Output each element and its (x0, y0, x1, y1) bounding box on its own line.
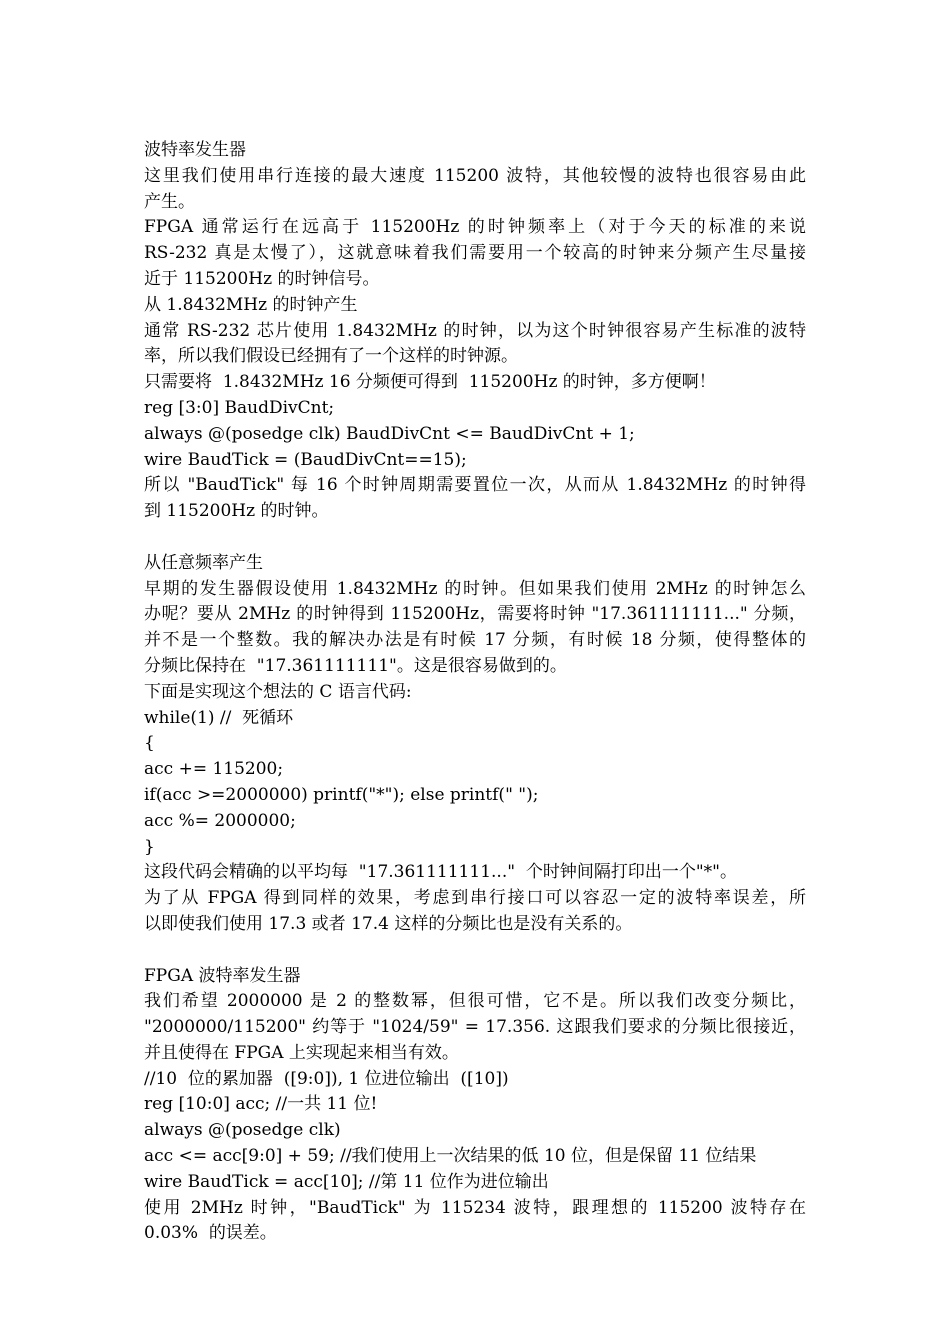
text-line: while(1) // 死循环 (144, 707, 294, 728)
text-line: 从 1.8432MHz 的时钟产生 (144, 294, 358, 315)
text-line: acc %= 2000000; (144, 810, 296, 831)
text-line: 近于 115200Hz 的时钟信号。 (144, 268, 380, 289)
text-line: 只需要将 1.8432MHz 16 分频便可得到 115200Hz 的时钟，多方便啊！ (144, 372, 716, 393)
text-line: 并不是一个整数。我的解决办法是有时候 17 分频，有时候 18 分频，使得整体的 (144, 630, 806, 651)
text-line: 产生。 (144, 191, 195, 212)
text-line: 波特率发生器 (144, 140, 246, 160)
document-body (144, 138, 806, 1247)
text-line: 这里我们使用串行连接的最大速度 115200 波特，其他较慢的波特也很容易由此 (144, 165, 806, 186)
blank-line (144, 525, 806, 551)
text-line: if(acc >=2000000) printf("*"); else printf(" "); (144, 784, 539, 805)
text-line: 为了从 FPGA 得到同样的效果，考虑到串行接口可以容忍一定的波特率误差，所 (144, 888, 806, 909)
text-line: 以即使我们使用 17.3 或者 17.4 这样的分频比也是没有关系的。 (144, 913, 633, 934)
text-line: 0.03% 的误差。 (144, 1223, 277, 1244)
text-line: reg [10:0] acc; //一共 11 位! (144, 1094, 378, 1115)
text-line: 从任意频率产生 (144, 552, 263, 573)
text-line: always @(posedge clk) (144, 1120, 341, 1141)
text-line: wire BaudTick = (BaudDivCnt==15); (144, 449, 467, 470)
text-line: 使用 2MHz 时钟，"BaudTick" 为 115234 波特，跟理想的 115200 波特存在 (144, 1197, 806, 1218)
text-line: { (144, 733, 155, 754)
text-line: } (144, 836, 155, 857)
text-line: reg [3:0] BaudDivCnt; (144, 397, 335, 418)
text-line: 这段代码会精确的以平均每 "17.361111111..." 个时钟间隔打印出一个"*"。 (144, 862, 737, 883)
blank-line (144, 938, 806, 964)
text-line: "2000000/115200" 约等于 "1024/59" = 17.356. 这跟我们要求的分频比很接近， (144, 1017, 806, 1038)
text-line: 并且使得在 FPGA 上实现起来相当有效。 (144, 1042, 459, 1063)
text-line: FPGA 通常运行在远高于 115200Hz 的时钟频率上（对于今天的标准的来说 (144, 217, 806, 238)
text-line: acc <= acc[9:0] + 59; //我们使用上一次结果的低 10 位，但是保留 11 位结果 (144, 1146, 757, 1167)
text-line: 下面是实现这个想法的 C 语言代码: (144, 681, 412, 702)
text-line: 所以 "BaudTick" 每 16 个时钟周期需要置位一次，从而从 1.8432MHz 的时钟得 (144, 475, 806, 496)
text-line: acc += 115200; (144, 759, 284, 780)
text-line: 率，所以我们假设已经拥有了一个这样的时钟源。 (144, 346, 518, 367)
text-line: wire BaudTick = acc[10]; //第 11 位作为进位输出 (144, 1171, 549, 1192)
text-line: 到 115200Hz 的时钟。 (144, 501, 329, 522)
text-line: //10 位的累加器 ([9:0]), 1 位进位输出 ([10]) (144, 1068, 509, 1089)
text-line: 通常 RS-232 芯片使用 1.8432MHz 的时钟，以为这个时钟很容易产生标准的波特 (144, 320, 806, 341)
text-line: 分频比保持在 "17.361111111"。这是很容易做到的。 (144, 655, 567, 676)
text-line: 办呢？要从 2MHz 的时钟得到 115200Hz，需要将时钟 "17.361111111..." 分频， (144, 604, 806, 625)
text-line: 我们希望 2000000 是 2 的整数幂，但很可惜，它不是。所以我们改变分频比， (144, 991, 806, 1012)
text-line: FPGA 波特率发生器 (144, 965, 301, 986)
text-line: RS-232 真是太慢了），这就意味着我们需要用一个较高的时钟来分频产生尽量接 (144, 243, 806, 264)
text-line: 早期的发生器假设使用 1.8432MHz 的时钟。但如果我们使用 2MHz 的时钟怎么 (144, 578, 806, 599)
text-line: always @(posedge clk) BaudDivCnt <= BaudDivCnt + 1; (144, 423, 635, 444)
